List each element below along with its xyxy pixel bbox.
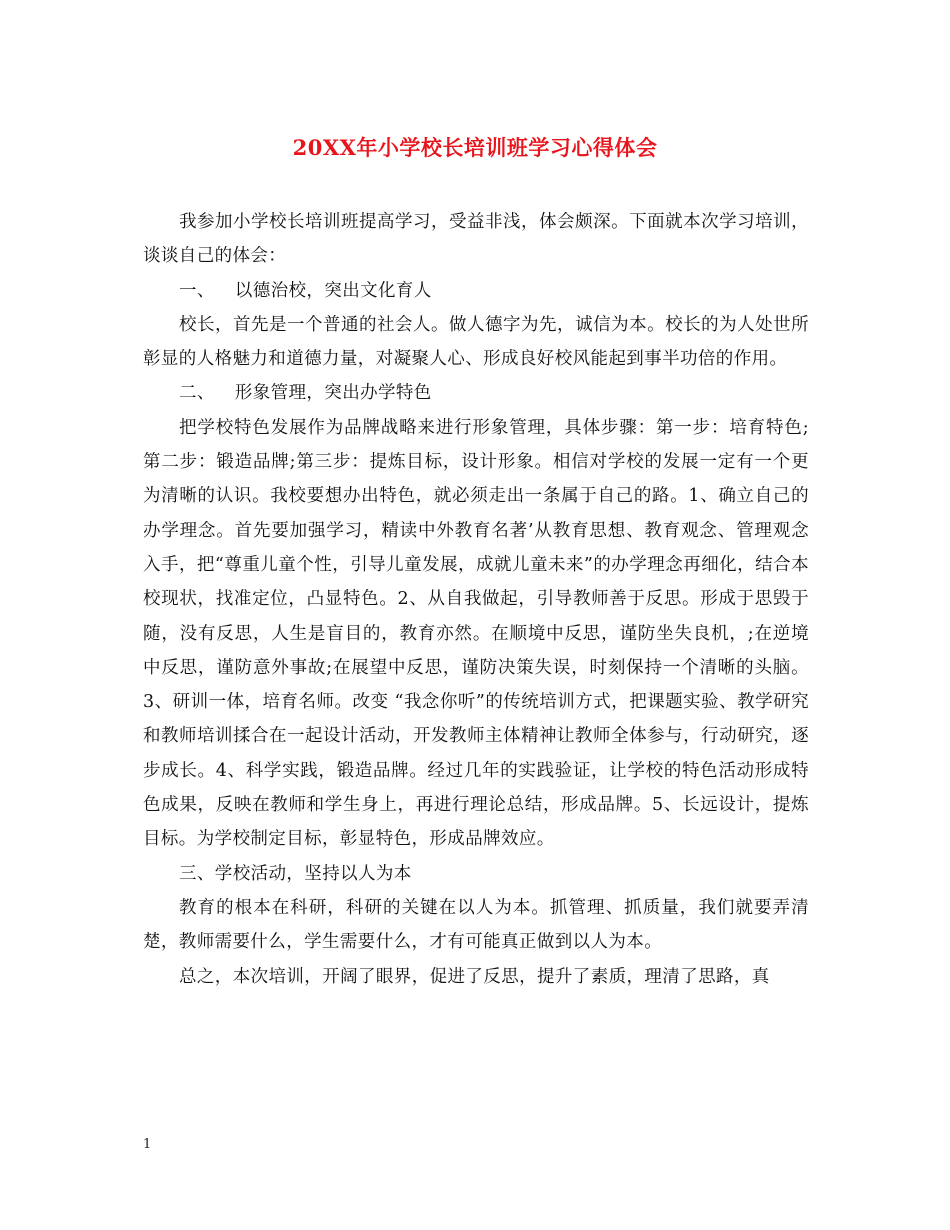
document-title: 20XX年小学校长培训班学习心得体会 xyxy=(292,135,658,160)
section-heading-1 xyxy=(143,274,809,308)
section-heading-2-number: 二、 xyxy=(179,383,215,404)
paragraph-conclusion: 总之，本次培训，开阔了眼界，促进了反思，提升了素质，理清了思路，真 xyxy=(179,966,770,987)
section-heading-3: 三、学校活动，坚持以人为本 xyxy=(179,863,412,884)
document-body xyxy=(143,205,809,994)
section-heading-2-text: 形象管理，突出办学特色 xyxy=(234,383,432,404)
section-heading-1-text: 以德治校，突出文化育人 xyxy=(234,280,432,301)
section-heading-1-number: 一、 xyxy=(179,280,215,301)
paragraph-section-3: 教育的根本在科研，科研的关键在以人为本。抓管理、抓质量，我们就要弄清楚，教师需要什么，学生需要什么，才有可能真正做到以人为本。 xyxy=(143,897,809,953)
section-heading-2 xyxy=(143,376,809,410)
paragraph-intro: 我参加小学校长培训班提高学习，受益非浅，体会颇深。下面就本次学习培训，谈谈自己的体会： xyxy=(143,212,809,267)
page-number: 1 xyxy=(143,1137,152,1152)
paragraph-section-1: 校长，首先是一个普通的社会人。做人德字为先，诚信为本。校长的为人处世所彰显的人格魅力和道德力量，对凝聚人心、形成良好校风能起到事半功倍的作用。 xyxy=(143,314,809,370)
paragraph-section-2: 把学校特色发展作为品牌战略来进行形象管理，具体步骤：第一步：培育特色;第二步：锻造品牌;第三步：提炼目标，设计形象。相信对学校的发展一定有一个更为清晰的认识。我校要想办出特色，就必须走出一条属于自己的路。1、确立自己的办学理念。首先要加强学习，精读中外教育名著’从教育思想、教育观念、管理观念入手，把“尊重儿童个性，引导儿童发展，成就儿童未来”的办学理念再细化，结合本校现状，找准定位，凸显特色。2、从自我做起，引导教师善于反思。形成于思毁于随，没有反思，人生是盲目的，教育亦然。在顺境中反思，谨防坐失良机，;在逆境中反思，谨防意外事故;在展望中反思，谨防决策失误，时刻保持一个清晰的头脑。3、研训一体，培育名师。改变 “我念你听”的传统培训方式，把课题实验、教学研究和教师培训揉合在一起设计活动，开发教师主体精神让教师全体参与，行动研究，逐步成长。4、科学实践，锻造品牌。经过几年的实践验证，让学校的特色活动形成特色成果，反映在教师和学生身上，再进行理论总结，形成品牌。5、长远设计，提炼目标。为学校制定目标，彰显特色，形成品牌效应。 xyxy=(143,417,809,850)
